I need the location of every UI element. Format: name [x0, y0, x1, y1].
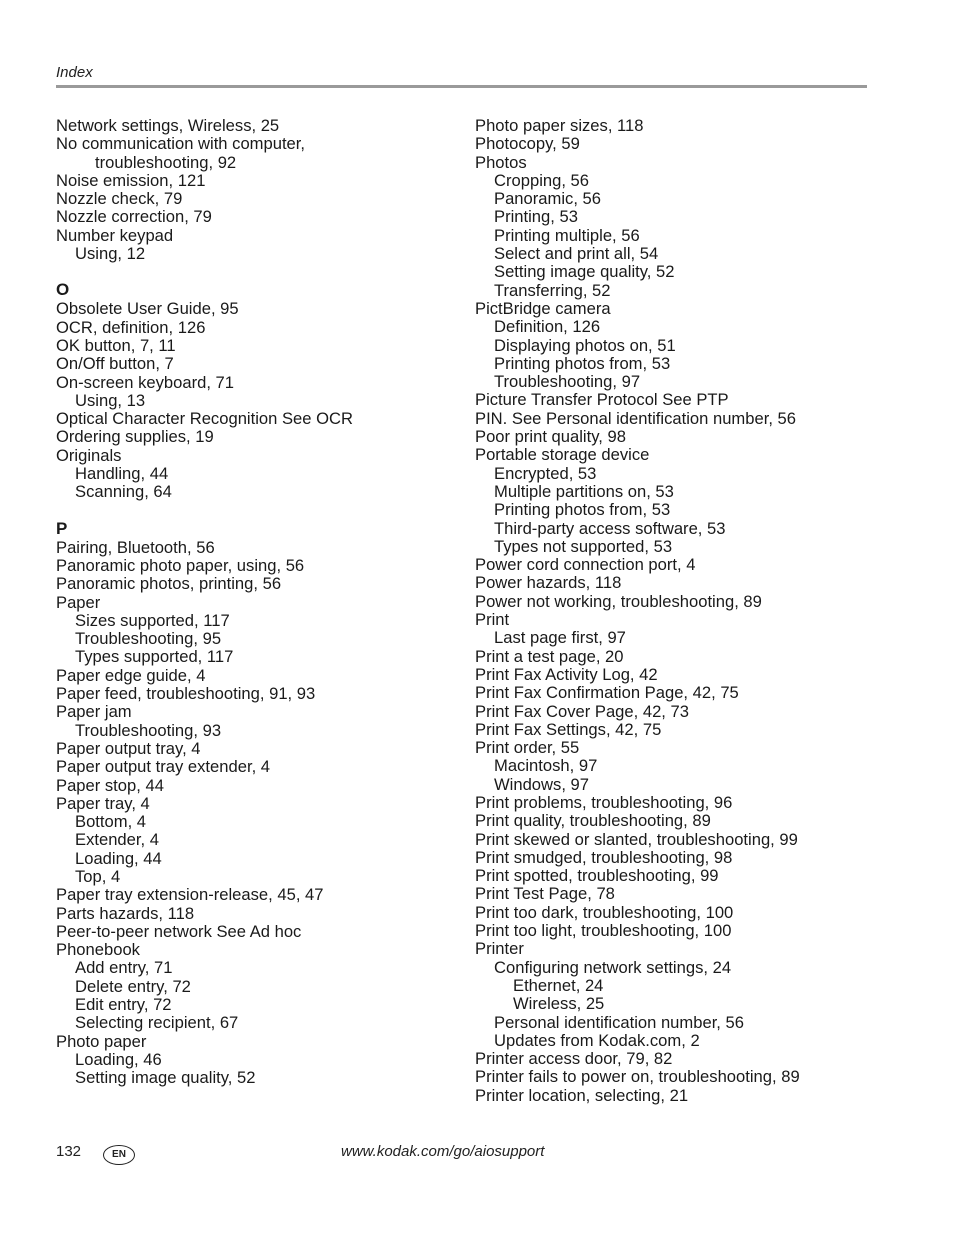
index-subentry: Selecting recipient, 67: [75, 1013, 239, 1033]
index-entry: Picture Transfer Protocol See PTP: [475, 390, 729, 410]
index-subentry: Add entry, 71: [75, 958, 173, 978]
index-entry: PictBridge camera: [475, 298, 611, 318]
index-subentry: Displaying photos on, 51: [494, 335, 676, 355]
index-subentry: Types not supported, 53: [494, 536, 673, 556]
index-subentry: Scanning, 64: [75, 482, 172, 502]
index-entry: Obsolete User Guide, 95: [56, 299, 239, 319]
index-entry: Printer: [475, 939, 524, 959]
index-subentry: Troubleshooting, 93: [75, 720, 222, 740]
index-entry: Paper feed, troubleshooting, 91, 93: [56, 684, 316, 704]
index-entry: Printer location, selecting, 21: [475, 1085, 689, 1105]
index-subentry: Edit entry, 72: [75, 995, 172, 1015]
index-entry: Print quality, troubleshooting, 89: [475, 811, 711, 831]
page-header-title: Index: [56, 64, 93, 81]
index-entry: Power hazards, 118: [475, 573, 622, 593]
index-subentry: Troubleshooting, 97: [494, 372, 641, 392]
index-subentry: Types supported, 117: [75, 647, 234, 667]
index-entry: Noise emission, 121: [56, 170, 206, 190]
support-url: www.kodak.com/go/aiosupport: [341, 1143, 545, 1160]
index-entry: OK button, 7, 11: [56, 335, 176, 355]
index-subentry: Ethernet, 24: [513, 975, 604, 995]
index-entry: Print Test Page, 78: [475, 884, 615, 904]
index-entry: On-screen keyboard, 71: [56, 372, 235, 392]
index-entry: Print: [475, 610, 510, 630]
index-entry: Pairing, Bluetooth, 56: [56, 537, 215, 557]
index-entry: Phonebook: [56, 940, 140, 960]
index-subentry: Setting image quality, 52: [75, 1068, 256, 1088]
index-subentry: Using, 13: [75, 390, 146, 410]
index-subentry: Printing photos from, 53: [494, 500, 671, 520]
index-entry: PIN. See Personal identification number, 56: [475, 408, 797, 428]
index-subentry: Troubleshooting, 95: [75, 629, 222, 649]
index-subentry: Extender, 4: [75, 830, 159, 850]
index-section-letter: P: [56, 518, 68, 538]
index-entry: Power not working, troubleshooting, 89: [475, 591, 762, 611]
index-entry: Print Fax Cover Page, 42, 73: [475, 701, 689, 721]
index-subentry: Encrypted, 53: [494, 463, 597, 483]
index-entry: Portable storage device: [475, 445, 650, 465]
index-entry: Photo paper sizes, 118: [475, 116, 644, 135]
index-subentry: Select and print all, 54: [494, 244, 659, 264]
index-entry: Print Fax Settings, 42, 75: [475, 719, 662, 739]
index-subentry: Printing, 53: [494, 207, 578, 227]
index-subentry: Using, 12: [75, 244, 146, 264]
index-subentry: Definition, 126: [494, 317, 601, 337]
index-entry: Photocopy, 59: [475, 134, 580, 154]
page-number: 132: [56, 1143, 82, 1160]
index-entry: Paper stop, 44: [56, 775, 164, 795]
index-entry: Print smudged, troubleshooting, 98: [475, 847, 733, 867]
index-entry: Originals: [56, 445, 122, 465]
language-badge: EN: [103, 1145, 135, 1165]
index-subentry: Third-party access software, 53: [494, 518, 726, 538]
index-entry: Print a test page, 20: [475, 646, 624, 666]
index-entry: Print skewed or slanted, troubleshooting, 99: [475, 829, 798, 849]
index-entry: Paper tray, 4: [56, 793, 150, 813]
index-subentry: Loading, 46: [75, 1049, 162, 1069]
index-subentry: Panoramic, 56: [494, 189, 601, 209]
index-entry: Nozzle check, 79: [56, 189, 183, 209]
index-subentry: Personal identification number, 56: [494, 1012, 744, 1032]
index-subentry: Bottom, 4: [75, 812, 147, 832]
index-subentry: Printing photos from, 53: [494, 353, 671, 373]
index-entry: No communication with computer,: [56, 134, 306, 154]
index-subentry: Loading, 44: [75, 848, 162, 868]
index-entry: Panoramic photos, printing, 56: [56, 574, 282, 594]
index-subentry: Windows, 97: [494, 774, 589, 794]
index-entry: Print spotted, troubleshooting, 99: [475, 866, 719, 886]
index-entry: Panoramic photo paper, using, 56: [56, 555, 305, 575]
index-entry: Printer access door, 79, 82: [475, 1049, 673, 1069]
index-entry: Print Fax Confirmation Page, 42, 75: [475, 683, 739, 703]
index-subentry: Setting image quality, 52: [494, 262, 675, 282]
index-entry: Print problems, troubleshooting, 96: [475, 792, 733, 812]
index-entry: Photo paper: [56, 1031, 147, 1051]
index-entry: Ordering supplies, 19: [56, 427, 214, 447]
index-subentry: troubleshooting, 92: [95, 152, 237, 172]
index-entry: Print Fax Activity Log, 42: [475, 664, 658, 684]
index-column-left: [56, 117, 353, 1088]
index-entry: Printer fails to power on, troubleshooting, 89: [475, 1067, 800, 1087]
index-subentry: Updates from Kodak.com, 2: [494, 1030, 700, 1050]
index-entry: Peer-to-peer network See Ad hoc: [56, 921, 302, 941]
index-entry: Paper output tray, 4: [56, 738, 201, 758]
index-subentry: Configuring network settings, 24: [494, 957, 732, 977]
index-entry: Optical Character Recognition See OCR: [56, 409, 353, 429]
index-entry: Photos: [475, 152, 527, 172]
index-entry: On/Off button, 7: [56, 354, 174, 374]
index-subentry: Delete entry, 72: [75, 976, 191, 996]
index-subentry: Sizes supported, 117: [75, 610, 230, 630]
index-subentry: Macintosh, 97: [494, 756, 598, 776]
index-entry: Parts hazards, 118: [56, 903, 195, 923]
index-subentry: Multiple partitions on, 53: [494, 481, 674, 501]
index-entry: Number keypad: [56, 225, 174, 245]
index-entry: Nozzle correction, 79: [56, 207, 212, 227]
index-subentry: Handling, 44: [75, 464, 169, 484]
index-entry: Print too dark, troubleshooting, 100: [475, 902, 734, 922]
index-entry: Network settings, Wireless, 25: [56, 116, 280, 135]
index-section-letter: O: [56, 280, 70, 300]
index-entry: Poor print quality, 98: [475, 427, 626, 447]
index-subentry: Cropping, 56: [494, 170, 590, 190]
index-subentry: Transferring, 52: [494, 280, 611, 300]
index-entry: Paper tray extension-release, 45, 47: [56, 885, 324, 905]
index-entry: Paper edge guide, 4: [56, 665, 206, 685]
index-column-right: [475, 117, 800, 1105]
index-entry: Paper: [56, 592, 101, 612]
index-entry: Paper output tray extender, 4: [56, 757, 271, 777]
index-entry: Paper jam: [56, 702, 132, 722]
index-subentry: Printing multiple, 56: [494, 225, 640, 245]
index-entry: OCR, definition, 126: [56, 317, 206, 337]
index-subentry: Top, 4: [75, 866, 121, 886]
index-entry: Print order, 55: [475, 738, 580, 758]
index-subentry: Last page first, 97: [494, 628, 626, 648]
index-entry: Power cord connection port, 4: [475, 555, 696, 575]
index-subentry: Wireless, 25: [513, 994, 605, 1014]
index-entry: Print too light, troubleshooting, 100: [475, 921, 732, 941]
header-divider: [56, 85, 867, 88]
